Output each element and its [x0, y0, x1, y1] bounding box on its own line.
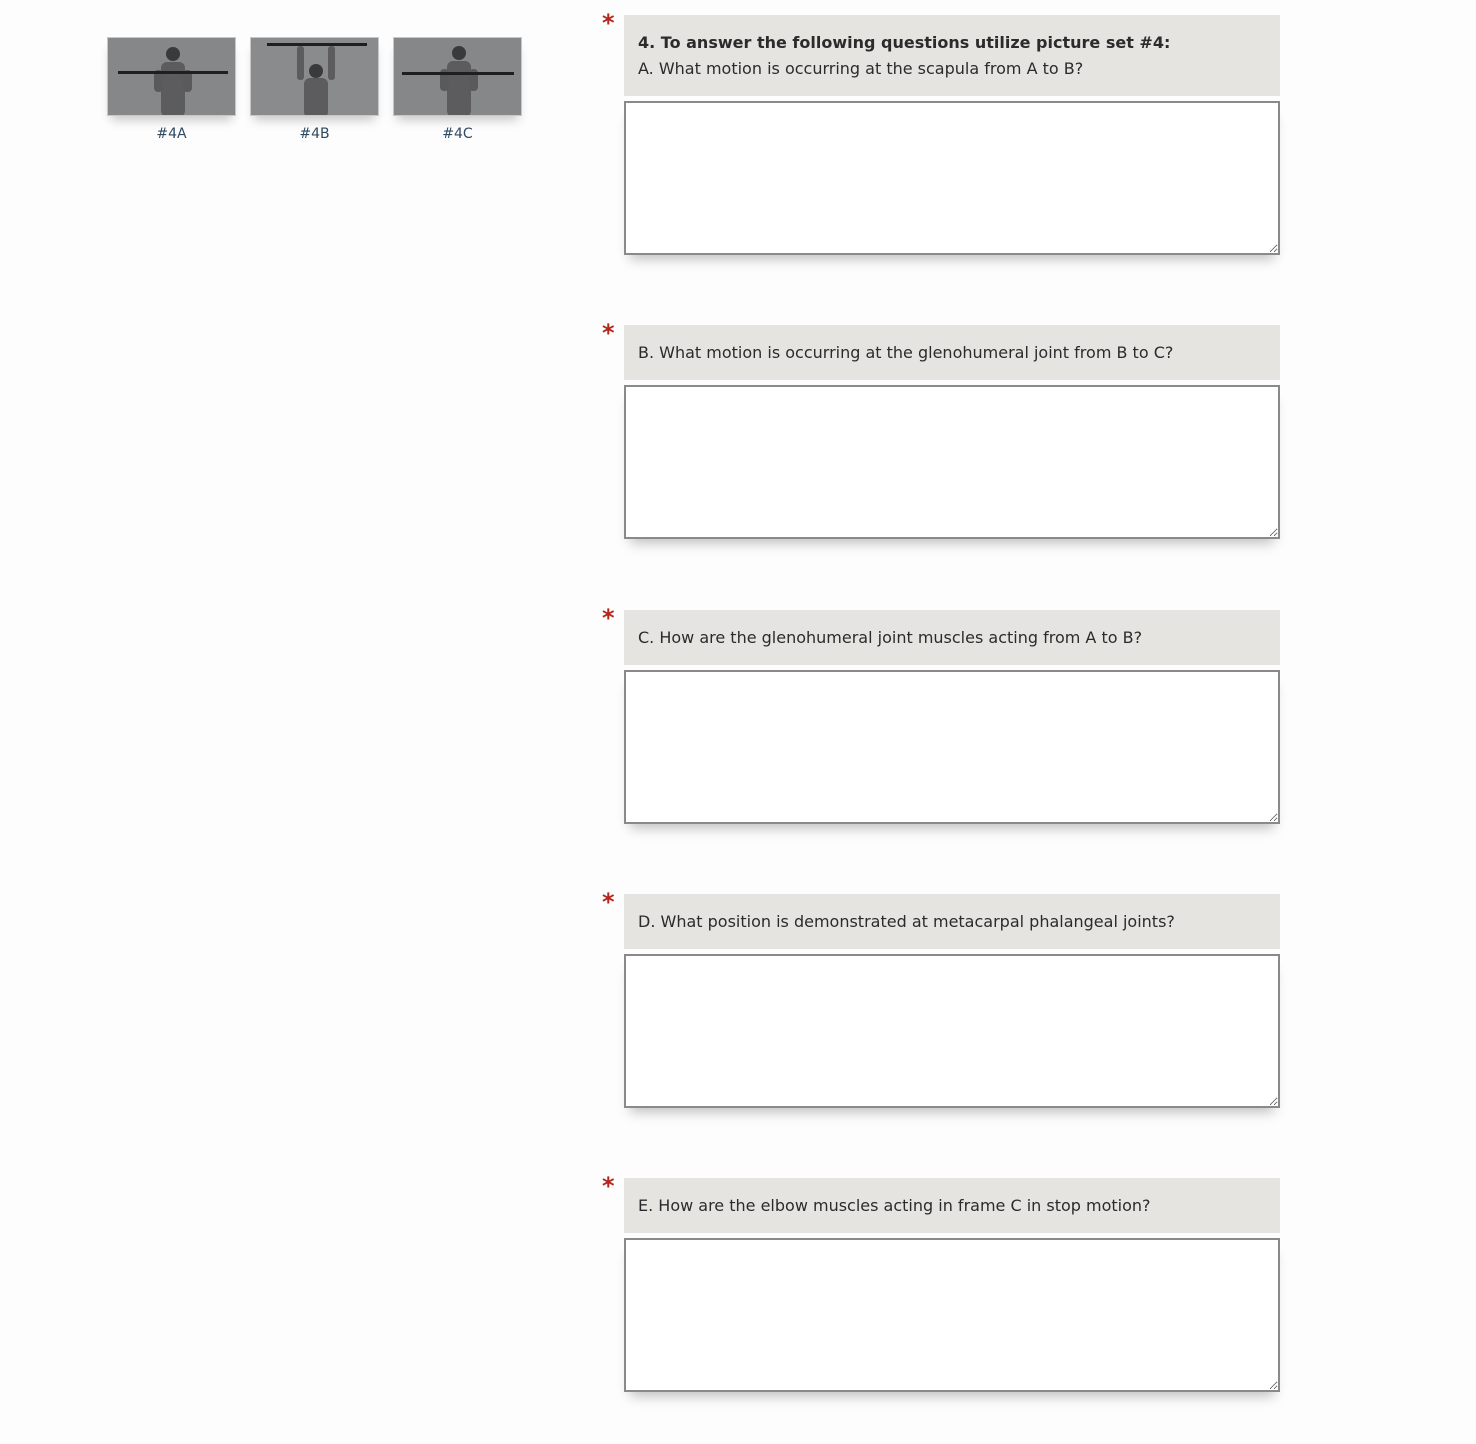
thumbnail-image-4c[interactable]: [393, 37, 522, 116]
question-4e: [602, 1172, 1280, 1392]
required-asterisk: *: [602, 888, 615, 916]
answer-textarea-a[interactable]: [624, 101, 1280, 255]
thumbnail-caption: #4B: [299, 126, 330, 142]
question-4d: [602, 888, 1280, 1108]
thumbnail-4b[interactable]: [250, 37, 379, 142]
question-heading: 4. To answer the following questions utilize picture set #4:: [638, 33, 1171, 52]
required-asterisk: *: [602, 319, 615, 347]
picture-set-gallery: [107, 37, 522, 142]
question-prompt: [624, 1178, 1280, 1233]
answer-textarea-c[interactable]: [624, 670, 1280, 824]
question-4a: [602, 9, 1280, 255]
required-asterisk: *: [602, 604, 615, 632]
required-asterisk: *: [602, 9, 615, 37]
question-4c: [602, 604, 1280, 824]
question-4b: [602, 319, 1280, 539]
question-prompt: [624, 610, 1280, 665]
question-prompt: [624, 325, 1280, 380]
thumbnail-image-4b[interactable]: [250, 37, 379, 116]
person-bar-chest-image: [108, 38, 235, 115]
answer-textarea-e[interactable]: [624, 1238, 1280, 1392]
question-prompt: [624, 894, 1280, 949]
person-bar-overhead-image: [251, 38, 378, 115]
question-text: E. How are the elbow muscles acting in frame C in stop motion?: [638, 1196, 1151, 1215]
question-text: A. What motion is occurring at the scapula from A to B?: [638, 59, 1084, 78]
thumbnail-caption: #4C: [442, 126, 473, 142]
thumbnail-image-4a[interactable]: [107, 37, 236, 116]
thumbnail-4a[interactable]: [107, 37, 236, 142]
thumbnail-caption: #4A: [156, 126, 187, 142]
question-text: C. How are the glenohumeral joint muscles acting from A to B?: [638, 628, 1143, 647]
question-text: B. What motion is occurring at the glenohumeral joint from B to C?: [638, 343, 1174, 362]
answer-textarea-d[interactable]: [624, 954, 1280, 1108]
question-text: D. What position is demonstrated at metacarpal phalangeal joints?: [638, 912, 1175, 931]
thumbnail-4c[interactable]: [393, 37, 522, 142]
answer-textarea-b[interactable]: [624, 385, 1280, 539]
question-prompt: [624, 15, 1280, 96]
person-bar-chest-image: [394, 38, 521, 115]
required-asterisk: *: [602, 1172, 615, 1200]
